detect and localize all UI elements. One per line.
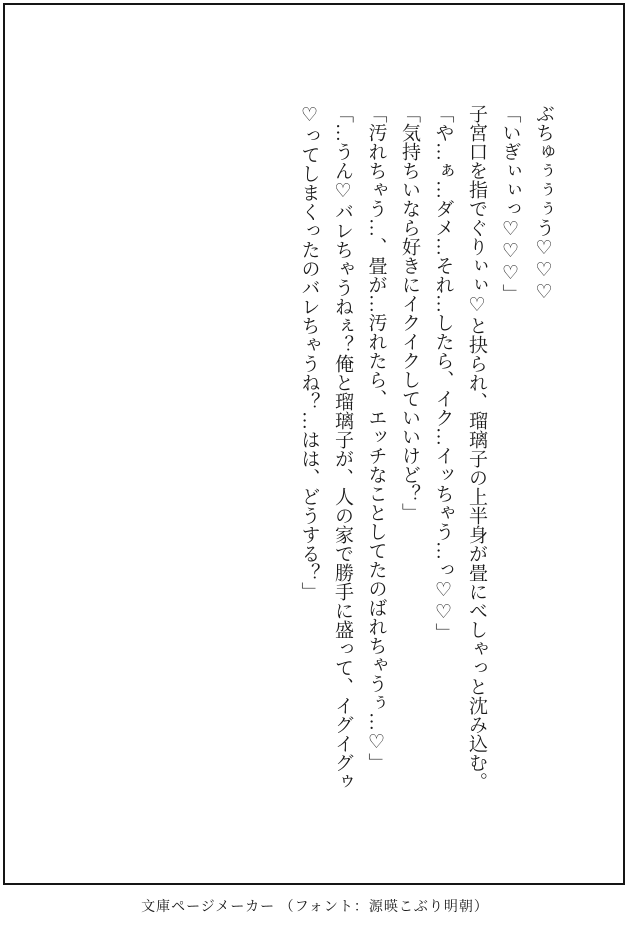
page-frame (3, 3, 625, 885)
footer-caption: 文庫ページメーカー （フォント：源暎こぶり明朝） (141, 900, 489, 915)
text-line-3: 子宮口を指でぐりぃぃ♡と抉られ、瑠璃子の上半身が畳にべしゃっと沈み込む。 (466, 104, 487, 791)
text-line-7: 「…うん♡バレちゃうねぇ？俺と瑠璃子が、人の家で勝手に盛って、イグイグゥ♡ってしまくったのバレちゃうね？…はは、どうする？」 (298, 104, 353, 791)
text-line-2: 「いぎぃぃっ♡♡♡」 (499, 104, 521, 303)
text-line-1: ぶちゅぅぅぅう♡♡♡ (533, 104, 554, 303)
text-line-5: 「気持ちいなら好きにイクイクしていいけど？」 (399, 104, 420, 522)
text-line-6: 「汚れちゃう…、畳が…汚れたら、エッチなことしてたのばれちゃうぅ…♡」 (365, 104, 387, 772)
text-line-4: 「や…ぁ…ダメ…それ…したら、イク…イッちゃう…っ♡♡」 (432, 104, 454, 642)
vertical-text-block (292, 104, 560, 794)
